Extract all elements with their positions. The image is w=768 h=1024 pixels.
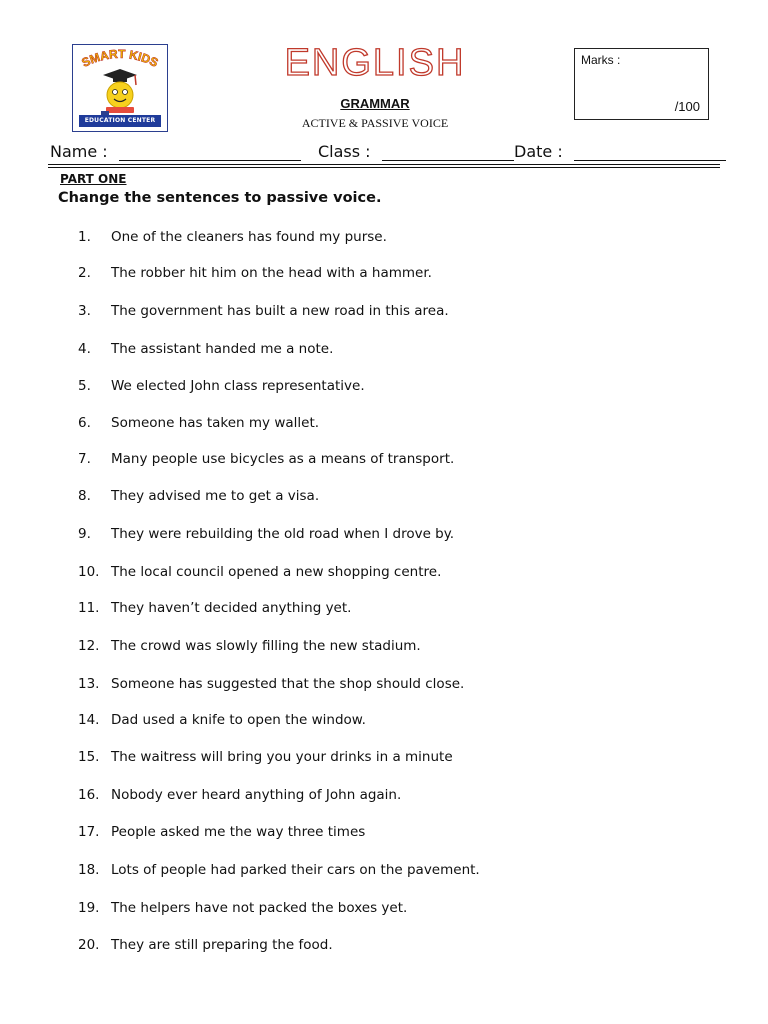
question-text: They are still preparing the food. xyxy=(111,937,333,953)
question-item xyxy=(78,937,333,957)
question-text: The government has built a new road in this area. xyxy=(111,303,449,319)
question-text: Someone has taken my wallet. xyxy=(111,415,320,431)
class-label: Class : xyxy=(318,142,371,161)
question-text: The assistant handed me a note. xyxy=(111,341,334,357)
question-number: 19. xyxy=(78,900,100,916)
question-item xyxy=(78,303,449,323)
question-text: The local council opened a new shopping centre. xyxy=(111,564,442,580)
question-item xyxy=(78,488,319,508)
name-label: Name : xyxy=(50,142,108,161)
section-title: GRAMMAR xyxy=(340,96,410,111)
question-number: 10. xyxy=(78,564,100,580)
subject-title: ENGLISH xyxy=(284,42,466,84)
question-text: Dad used a knife to open the window. xyxy=(111,712,366,728)
question-item xyxy=(78,451,454,471)
instruction: Change the sentences to passive voice. xyxy=(58,190,382,206)
question-text: The robber hit him on the head with a hammer. xyxy=(111,265,432,281)
question-item xyxy=(78,787,401,807)
name-row xyxy=(50,142,301,162)
question-number: 18. xyxy=(78,862,100,878)
date-label: Date : xyxy=(514,142,563,161)
question-item xyxy=(78,862,480,882)
question-number: 13. xyxy=(78,676,100,692)
question-item xyxy=(78,749,453,769)
header-divider xyxy=(48,164,720,165)
question-item xyxy=(78,638,421,658)
question-number: 1. xyxy=(78,229,91,245)
question-item xyxy=(78,824,365,844)
question-text: The helpers have not packed the boxes yet. xyxy=(111,900,408,916)
question-text: One of the cleaners has found my purse. xyxy=(111,229,387,245)
question-item xyxy=(78,564,441,584)
question-number: 5. xyxy=(78,378,91,394)
question-text: They were rebuilding the old road when I drove by. xyxy=(111,526,455,542)
school-logo xyxy=(72,44,168,132)
topic-title: ACTIVE & PASSIVE VOICE xyxy=(301,116,449,130)
name-field[interactable] xyxy=(119,144,301,161)
marks-box xyxy=(574,48,709,120)
question-number: 15. xyxy=(78,749,100,765)
question-number: 6. xyxy=(78,415,91,431)
question-number: 2. xyxy=(78,265,91,281)
question-item xyxy=(78,676,464,696)
question-text: Nobody ever heard anything of John again. xyxy=(111,787,402,803)
question-number: 4. xyxy=(78,341,91,357)
question-number: 9. xyxy=(78,526,91,542)
question-text: The crowd was slowly filling the new stadium. xyxy=(111,638,421,654)
question-item xyxy=(78,900,407,920)
question-text: People asked me the way three times xyxy=(111,824,366,840)
question-text: They advised me to get a visa. xyxy=(111,488,320,504)
logo-caption: EDUCATION CENTER xyxy=(79,115,161,127)
question-number: 20. xyxy=(78,937,100,953)
class-row xyxy=(318,142,514,162)
part-label: PART ONE xyxy=(60,172,127,186)
question-text: The waitress will bring you your drinks in a minute xyxy=(111,749,453,765)
question-text: Someone has suggested that the shop should close. xyxy=(111,676,465,692)
svg-text:SMART KIDS xyxy=(80,47,161,70)
date-row xyxy=(514,142,726,162)
question-number: 12. xyxy=(78,638,100,654)
question-item xyxy=(78,341,333,361)
logo-top-text: SMART KIDS xyxy=(79,46,161,70)
class-field[interactable] xyxy=(382,144,514,161)
date-field[interactable] xyxy=(574,144,726,161)
question-number: 8. xyxy=(78,488,91,504)
question-text: Lots of people had parked their cars on the pavement. xyxy=(111,862,480,878)
question-text: Many people use bicycles as a means of transport. xyxy=(111,451,455,467)
question-item xyxy=(78,526,454,546)
question-text: We elected John class representative. xyxy=(111,378,365,394)
question-item xyxy=(78,600,351,620)
question-item xyxy=(78,265,432,285)
marks-total: /100 xyxy=(674,99,700,114)
header-divider-second xyxy=(48,167,720,168)
question-number: 16. xyxy=(78,787,100,803)
question-text: They haven’t decided anything yet. xyxy=(111,600,352,616)
question-number: 7. xyxy=(78,451,91,467)
question-number: 17. xyxy=(78,824,100,840)
question-item xyxy=(78,378,365,398)
question-number: 14. xyxy=(78,712,100,728)
question-number: 3. xyxy=(78,303,91,319)
question-item xyxy=(78,712,366,732)
question-item xyxy=(78,229,387,249)
marks-label: Marks : xyxy=(581,53,621,67)
question-item xyxy=(78,415,319,435)
question-number: 11. xyxy=(78,600,100,616)
